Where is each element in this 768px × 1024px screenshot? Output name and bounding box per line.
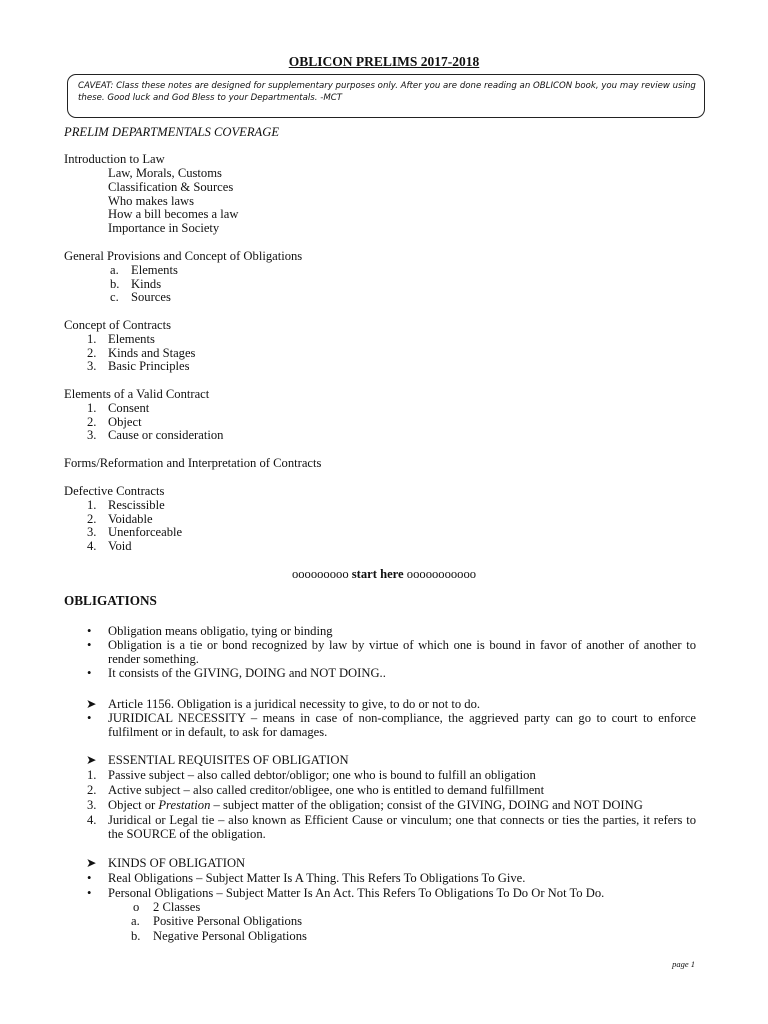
list-marker: 2. [87,415,97,429]
kinds-heading: KINDS OF OBLIGATION [108,856,246,870]
list-item: 2 Classes [153,900,201,914]
list-item: Basic Principles [108,359,190,373]
bullet-dot-icon: • [87,711,92,725]
list-item: Consent [108,401,150,415]
item3-suffix: – subject matter of the obligation; consist of the GIVING, DOING and NOT DOING [210,798,643,812]
arrow-bullet-icon: ➤ [86,856,97,870]
list-item: Unenforceable [108,525,183,539]
list-item: Who makes laws [108,194,195,208]
bullet-item: Obligation is a tie or bond recognized by law by virtue of which one is bound in favor of another of another to render something. [108,638,696,666]
list-item: Importance in Society [108,221,220,235]
list-marker: 1. [87,332,97,346]
list-marker: 3. [87,428,97,442]
arrow-bullet-icon: ➤ [86,753,97,767]
bullet-dot-icon: • [87,871,92,885]
list-marker: 3. [87,525,97,539]
obligations-heading: OBLIGATIONS [64,593,157,608]
list-item: How a bill becomes a law [108,207,239,221]
list-item: Positive Personal Obligations [153,914,303,928]
list-item: Elements [131,263,178,277]
list-item: Active subject – also called creditor/obligee, one who is entitled to demand fulfillment [108,783,545,797]
arrow-bullet-icon: ➤ [86,697,97,711]
item3-prefix: Object or [108,798,159,812]
list-item: Kinds [131,277,162,291]
start-here-divider [0,567,768,581]
list-marker: b. [131,929,141,943]
list-marker: 1. [87,401,97,415]
bullet-dot-icon: • [87,624,92,638]
list-marker: 3. [87,359,97,373]
list-marker: 2. [87,783,97,797]
list-item: Passive subject – also called debtor/obligor; one who is bound to fulfill an obligation [108,768,536,782]
list-item: Juridical or Legal tie – also known as Efficient Cause or vinculum; one that connects or ties the parties, it refers to the SOURCE of the obligation. [108,813,696,841]
page-number: page 1 [672,959,695,969]
bullet-item: It consists of the GIVING, DOING and NOT DOING.. [108,666,386,680]
article-text: Article 1156. Obligation is a juridical necessity to give, to do or not to do. [108,697,481,711]
forms-heading: Forms/Reformation and Interpretation of Contracts [64,456,322,470]
juridical-text: JURIDICAL NECESSITY – means in case of non-compliance, the aggrieved party can go to court to enforce fulfilment or in default, to ask for damages. [108,711,696,739]
page-title: OBLICON PRELIMS 2017-2018 [288,54,480,69]
coverage-heading: PRELIM DEPARTMENTALS COVERAGE [64,125,280,139]
caveat-box: CAVEAT: Class these notes are designed for supplementary purposes only. After you are done reading an OBLICON book, you may review using these. Good luck and God Bless to your Departmentals. -MCT [67,74,705,118]
list-item: Law, Morals, Customs [108,166,222,180]
list-marker: b. [110,277,120,291]
bullet-item: Personal Obligations – Subject Matter Is An Act. This Refers To Obligations To Do Or Not To Do. [108,886,605,900]
start-left-ornament: ooooooooo [291,567,349,581]
list-marker: c. [110,290,119,304]
list-item: Elements [108,332,155,346]
start-right-ornament: ooooooooooo [406,567,477,581]
list-item: Sources [131,290,171,304]
list-item: Negative Personal Obligations [153,929,307,943]
list-item [108,798,643,812]
list-marker: a. [110,263,119,277]
list-item: Kinds and Stages [108,346,196,360]
list-item: Voidable [108,512,153,526]
list-item: Classification & Sources [108,180,234,194]
defective-heading: Defective Contracts [64,484,165,498]
list-marker: 1. [87,498,97,512]
essential-heading: ESSENTIAL REQUISITES OF OBLIGATION [108,753,349,767]
list-item: Void [108,539,132,553]
bullet-dot-icon: • [87,886,92,900]
list-marker: 3. [87,798,97,812]
intro-heading: Introduction to Law [64,152,165,166]
bullet-dot-icon: • [87,666,92,680]
list-marker: 1. [87,768,97,782]
list-marker: a. [131,914,140,928]
prestation-term: Prestation [158,798,211,812]
list-item: Object [108,415,142,429]
list-marker: 4. [87,813,97,827]
list-marker: 2. [87,346,97,360]
bullet-item: Real Obligations – Subject Matter Is A Thing. This Refers To Obligations To Give. [108,871,526,885]
list-item: Cause or consideration [108,428,224,442]
valid-heading: Elements of a Valid Contract [64,387,210,401]
bullet-dot-icon: • [87,638,92,652]
contracts-heading: Concept of Contracts [64,318,172,332]
bullet-item: Obligation means obligatio, tying or binding [108,624,333,638]
general-heading: General Provisions and Concept of Obligations [64,249,303,263]
start-here-label: start here [351,567,404,581]
list-marker: 2. [87,512,97,526]
list-item: Rescissible [108,498,165,512]
list-marker: 4. [87,539,97,553]
sub-bullet-marker: o [133,900,140,914]
